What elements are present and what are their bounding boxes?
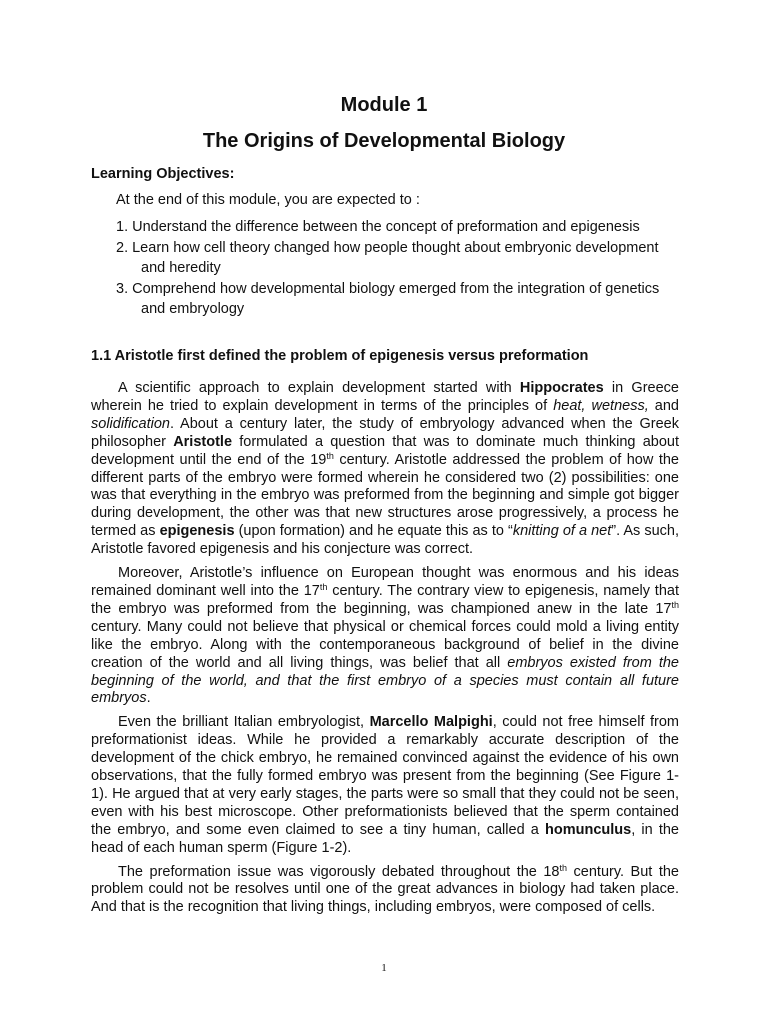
paragraph-2: [91, 565, 679, 708]
italic-term: heat, wetness,: [553, 397, 649, 414]
text-run: , could not free himself from preformationist ideas. While he provided a remarkably accurate description of the development of the chick embryo, he remained convinced against the evidence of his own observations, that the fully formed embryo was present from the beginning (See Figure 1-1). He argued that at very early stages, the parts were so small that they could not be seen, even with his best microscope. Other preformationists believed that the sperm contained the embryo, and some even claimed to see a tiny human, called a: [91, 714, 679, 838]
text-run: ”. As such, Aristotle favored epigenesis and his conjecture was correct.: [91, 523, 680, 558]
objective-item: 1. Understand the difference between the concept of preformation and epigenesis: [116, 219, 640, 235]
objectives-intro: At the end of this module, you are expected to :: [116, 192, 420, 208]
bold-term: Hippocrates: [519, 380, 604, 396]
section-body: [91, 380, 679, 923]
text-run: (upon formation) and he equate this as to “: [234, 523, 513, 540]
text-run: , in the head of each human sperm (Figure 1-2).: [91, 821, 679, 856]
text-run: century. But the problem could not be resolves until one of the great advances in biology had taken place. And that is the recognition that living things, including embryos, were composed of cells.: [91, 863, 679, 916]
text-run: century. The contrary view to epigenesis, namely that the embryo was preformed from the beginning, was championed anew in the late 17: [91, 582, 679, 617]
text-run: Even the brilliant Italian embryologist,: [118, 714, 370, 731]
italic-term: knitting of a net: [512, 523, 612, 540]
objective-item: 2. Learn how cell theory changed how people thought about embryonic development: [116, 239, 659, 256]
bold-term: homunculus: [545, 821, 632, 838]
bold-term: Marcello Malpighi: [369, 714, 493, 731]
text-run: in Greece wherein he tried to explain development in terms of the principles of: [91, 380, 679, 414]
page-title: The Origins of Developmental Biology: [202, 130, 566, 152]
text-run: formulated a question that was to dominate much thinking about development until the end of the 19: [91, 433, 679, 468]
objectives-list: [116, 217, 686, 320]
bold-term: epigenesis: [159, 523, 235, 540]
paragraph-4: [91, 864, 679, 918]
superscript: th: [559, 862, 568, 873]
page-number: 1: [381, 962, 387, 974]
text-run: century. Many could not believe that physical or chemical forces could mold a living entity like the embryo. Along with the contemporaneous background of belief in the divine creation of the world and all living things, was belief that all: [91, 618, 679, 671]
objective-item: 3. Comprehend how developmental biology emerged from the integration of genetics: [116, 280, 660, 297]
text-run: Moreover, Aristotle’s influence on European thought was enormous and his ideas remained dominant well into the 17: [91, 565, 679, 599]
italic-term: solidification: [91, 415, 170, 432]
text-run: .: [146, 690, 151, 707]
objective-item-continuation: and embryology: [141, 301, 245, 317]
bold-term: Aristotle: [173, 433, 233, 450]
objective-item-continuation: and heredity: [141, 260, 221, 276]
text-run: The preformation issue was vigorously debated throughout the 18: [118, 863, 560, 880]
paragraph-3: [91, 714, 679, 857]
italic-term: embryos existed from the beginning of the world, and that the first embryo of a species must contain all future embryos: [91, 654, 679, 707]
module-label: Module 1: [340, 94, 428, 116]
text-run: . About a century later, the study of embryology advanced when the Greek philosopher: [91, 415, 679, 450]
text-run: century. Aristotle addressed the problem of how the different parts of the embryo were formed wherein he considered two (2) possibilities: one was that everything in the embryo was preformed from the beginning and simple got bigger during development, the other was that new structures arose progressively, a process he termed as: [91, 451, 679, 540]
text-run: and: [648, 397, 679, 414]
superscript: th: [326, 450, 334, 461]
superscript: th: [671, 599, 679, 610]
objectives-heading: Learning Objectives:: [91, 166, 235, 182]
section-heading: 1.1 Aristotle first defined the problem of epigenesis versus preformation: [91, 348, 589, 364]
paragraph-1: [91, 380, 679, 559]
text-run: A scientific approach to explain development started with: [118, 380, 520, 396]
superscript: th: [319, 581, 328, 592]
